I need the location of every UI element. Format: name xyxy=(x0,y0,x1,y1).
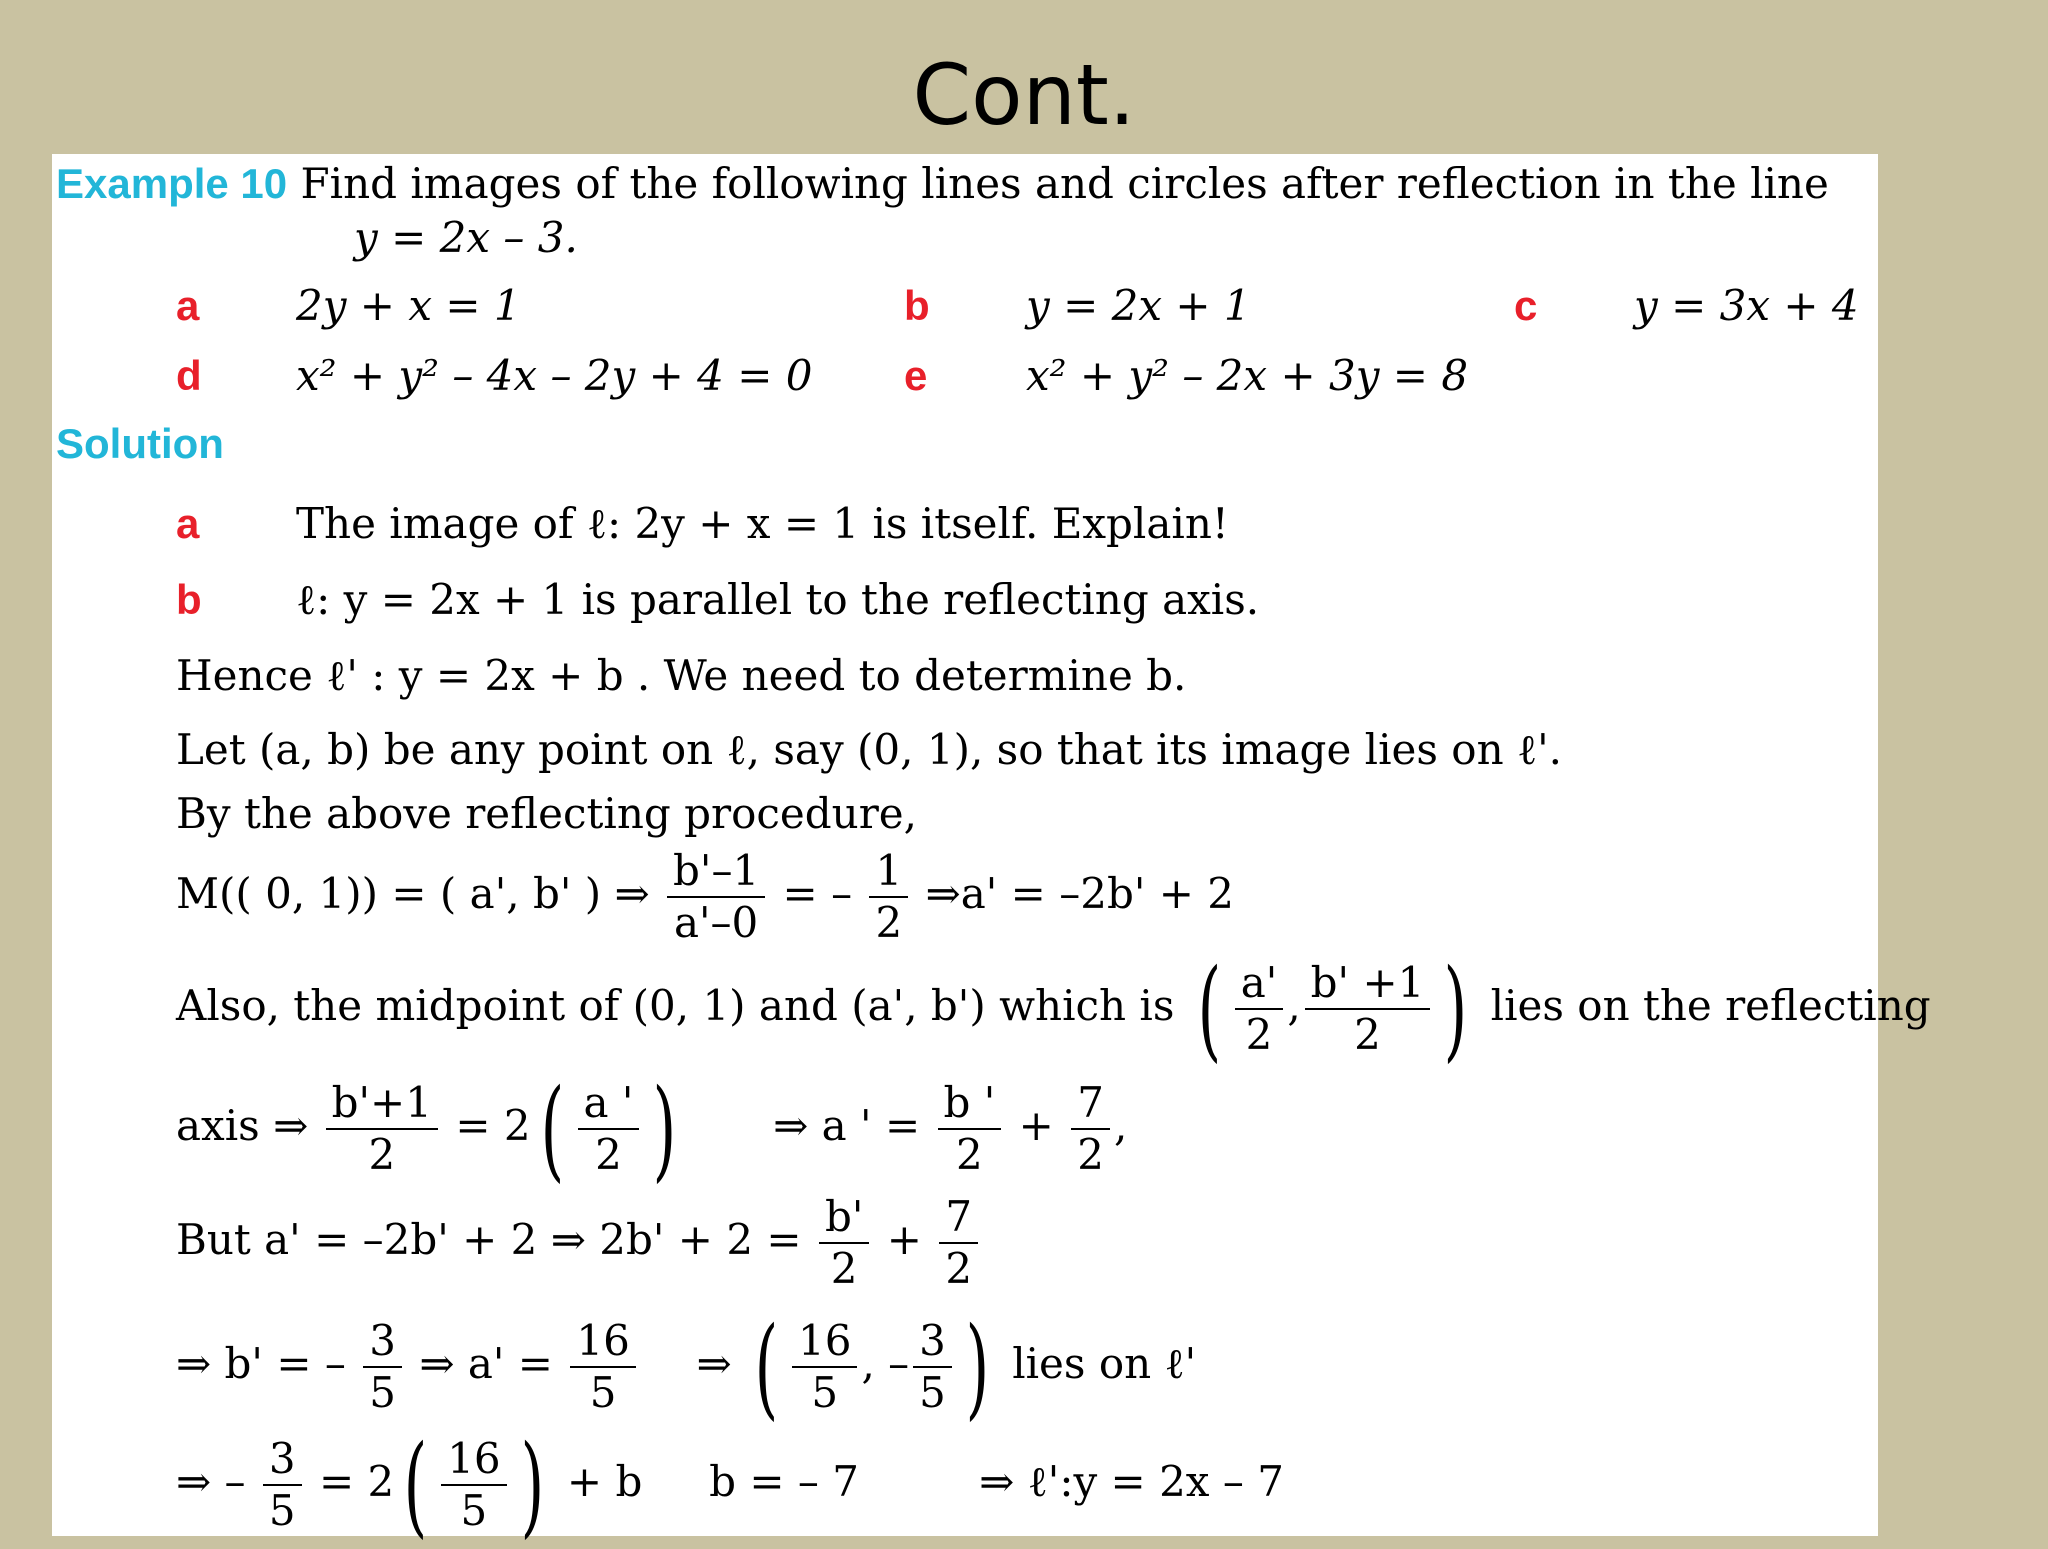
solution-b-letter: b xyxy=(176,576,202,623)
item-a-letter: a xyxy=(176,282,200,329)
result-line-1: ⇒ b' = – $\frac{3}{5}$ ⇒ a' = $\frac{16}{5}$ ⇒ ( $\frac{16}{5}$ , – $\frac{3}{5}$ ) lies on ℓ' xyxy=(176,1303,1197,1431)
item-a-expr: 2y + x = 1 xyxy=(296,281,521,330)
hence-line: Hence ℓ' : y = 2x + b . We need to determine b. xyxy=(176,651,1187,700)
example-heading xyxy=(56,158,1829,210)
midpoint-line: Also, the midpoint of (0, 1) and (a', b') which is ( $\frac{a'}{2}$ , $\frac{b' +1}{2}$ ) lies on the reflecting xyxy=(176,945,1931,1073)
but-equation: But a' = –2b' + 2 ⇒ 2b' + 2 = $\frac{b'}{2}$ + $\frac{7}{2}$ xyxy=(176,1192,982,1294)
let-line: Let (a, b) be any point on ℓ, say (0, 1), so that its image lies on ℓ'. xyxy=(176,725,1562,774)
item-c-expr: y = 3x + 4 xyxy=(1634,281,1859,330)
example-prompt: Find images of the following lines and circles after reflection in the line xyxy=(300,159,1829,208)
solution-a-text: The image of ℓ: 2y + x = 1 is itself. Explain! xyxy=(296,499,1229,548)
item-d-expr: x² + y² – 4x – 2y + 4 = 0 xyxy=(296,351,813,400)
item-c-letter: c xyxy=(1514,282,1538,329)
content-panel xyxy=(52,154,1931,1549)
item-b-letter: b xyxy=(904,282,930,329)
item-e-expr: x² + y² – 2x + 3y = 8 xyxy=(1026,351,1469,400)
by-line: By the above reflecting procedure, xyxy=(176,789,917,838)
axis-equation: axis ⇒ $\frac{b'+1}{2}$ = 2( $\frac{a '}{2}$ ) ⇒ a ' = $\frac{b '}{2}$ + $\frac{7}{2}$ , xyxy=(176,1065,1128,1193)
solution-b-text: ℓ: y = 2x + 1 is parallel to the reflecting axis. xyxy=(296,575,1260,624)
reflection-line: y = 2x – 3. xyxy=(354,213,578,262)
slide-title: Cont. xyxy=(912,46,1136,144)
m-equation: M(( 0, 1)) = ( a', b' ) ⇒ $\frac{b'-1}{a'-0}$ = – $\frac{1}{2}$ ⇒a' = –2b' + 2 xyxy=(176,846,1234,947)
item-d-letter: d xyxy=(176,352,202,399)
result-line-2: ⇒ – $\frac{3}{5}$ = 2( $\frac{16}{5}$ ) + b b = – 7 ⇒ ℓ':y = 2x – 7 xyxy=(176,1421,1284,1549)
example-label: Example 10 xyxy=(56,160,288,207)
item-b-expr: y = 2x + 1 xyxy=(1026,281,1251,330)
solution-a-letter: a xyxy=(176,500,200,547)
item-e-letter: e xyxy=(904,352,928,399)
solution-label: Solution xyxy=(56,420,224,467)
